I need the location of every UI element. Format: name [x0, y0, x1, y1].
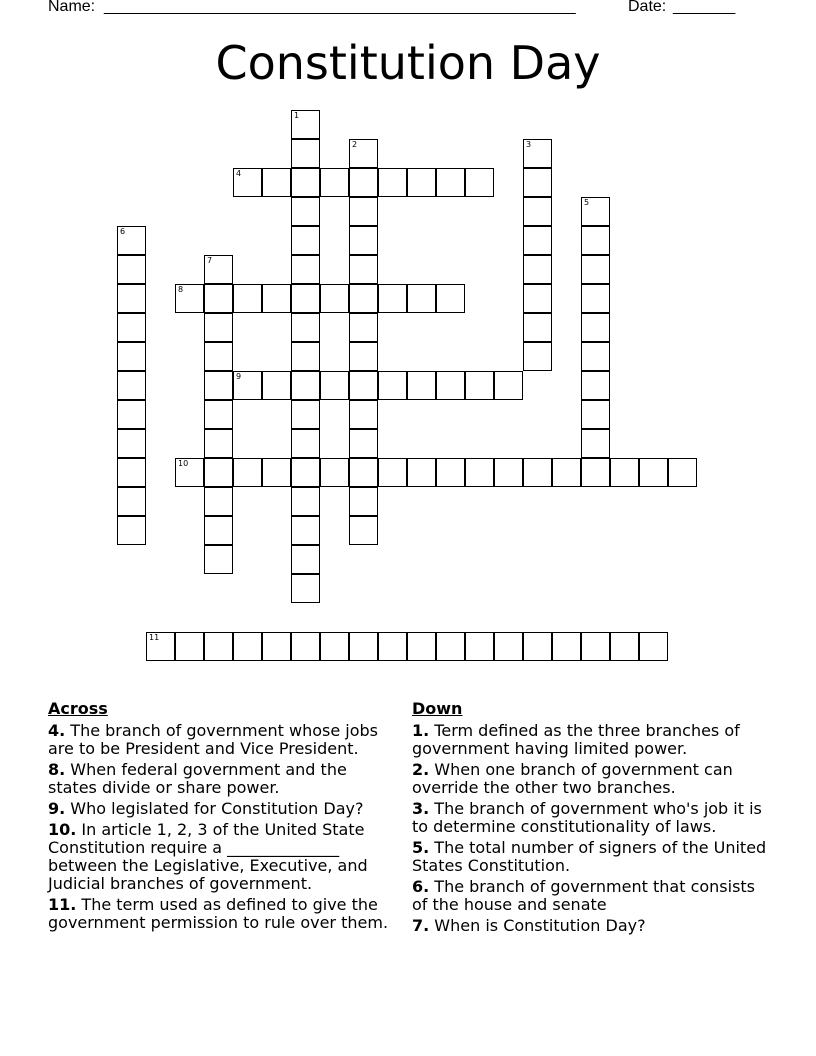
grid-cell[interactable] — [204, 371, 233, 400]
grid-cell[interactable] — [523, 284, 552, 313]
down-clue — [412, 722, 772, 758]
grid-cell[interactable] — [291, 371, 320, 400]
across-clue-list — [48, 722, 398, 932]
grid-cell[interactable] — [233, 168, 262, 197]
grid-cell[interactable] — [610, 458, 639, 487]
grid-cell[interactable] — [320, 458, 349, 487]
clue-text: Term defined as the three branches of government having limited power. — [412, 721, 740, 758]
grid-cell[interactable] — [117, 516, 146, 545]
grid-cell[interactable] — [117, 284, 146, 313]
grid-cell[interactable] — [175, 458, 204, 487]
grid-cell[interactable] — [610, 632, 639, 661]
grid-cell[interactable] — [291, 342, 320, 371]
grid-cell[interactable] — [204, 632, 233, 661]
grid-cell[interactable] — [378, 458, 407, 487]
down-clues — [412, 700, 772, 938]
grid-cell[interactable] — [552, 632, 581, 661]
grid-cell[interactable] — [523, 255, 552, 284]
grid-cell[interactable] — [436, 168, 465, 197]
grid-cell[interactable] — [407, 371, 436, 400]
down-clue — [412, 800, 772, 836]
grid-cell[interactable] — [291, 545, 320, 574]
down-clue — [412, 761, 772, 797]
grid-cell[interactable] — [349, 284, 378, 313]
clue-text: The branch of government whose jobs are to be President and Vice President. — [48, 721, 378, 758]
grid-cell[interactable] — [204, 255, 233, 284]
clue-number-label: 11. — [48, 895, 77, 914]
grid-cell[interactable] — [349, 458, 378, 487]
clue-text: Who legislated for Constitution Day? — [65, 799, 364, 818]
grid-cell[interactable] — [494, 371, 523, 400]
across-clue — [48, 722, 398, 758]
clue-number-label: 5. — [412, 838, 430, 857]
grid-cell[interactable] — [349, 226, 378, 255]
grid-cell[interactable] — [204, 458, 233, 487]
grid-cell[interactable] — [204, 342, 233, 371]
grid-cell[interactable] — [204, 516, 233, 545]
grid-cell[interactable] — [349, 313, 378, 342]
grid-cell[interactable] — [291, 458, 320, 487]
clue-number: 10 — [178, 459, 189, 468]
grid-cell[interactable] — [349, 197, 378, 226]
grid-cell[interactable] — [233, 632, 262, 661]
down-heading: Down — [412, 699, 463, 718]
clue-number: 4 — [236, 169, 242, 178]
grid-cell[interactable] — [581, 255, 610, 284]
clue-number-label: 1. — [412, 721, 430, 740]
grid-cell[interactable] — [407, 632, 436, 661]
clue-number: 9 — [236, 372, 242, 381]
grid-cell[interactable] — [581, 458, 610, 487]
grid-cell[interactable] — [407, 458, 436, 487]
clue-text: The branch of government who's job it is to determine constitutionality of laws. — [412, 799, 762, 836]
grid-cell[interactable] — [175, 632, 204, 661]
grid-cell[interactable] — [407, 168, 436, 197]
down-clue-list — [412, 722, 772, 935]
grid-cell[interactable] — [581, 226, 610, 255]
grid-cell[interactable] — [349, 255, 378, 284]
grid-cell[interactable] — [378, 168, 407, 197]
grid-cell[interactable] — [291, 255, 320, 284]
grid-cell[interactable] — [291, 226, 320, 255]
across-clue — [48, 821, 398, 893]
grid-cell[interactable] — [117, 429, 146, 458]
clue-number: 8 — [178, 285, 184, 294]
grid-cell[interactable] — [262, 632, 291, 661]
grid-cell[interactable] — [465, 168, 494, 197]
grid-cell[interactable] — [465, 458, 494, 487]
date-blank[interactable]: _______ — [673, 0, 736, 15]
grid-cell[interactable] — [291, 168, 320, 197]
grid-cell[interactable] — [378, 371, 407, 400]
grid-cell[interactable] — [204, 487, 233, 516]
grid-cell[interactable] — [581, 197, 610, 226]
name-blank[interactable]: _____________________________________________________ — [104, 0, 576, 15]
across-clue — [48, 761, 398, 797]
grid-cell[interactable] — [349, 516, 378, 545]
grid-cell[interactable] — [436, 458, 465, 487]
clue-text: When federal government and the states divide or share power. — [48, 760, 347, 797]
grid-cell[interactable] — [204, 284, 233, 313]
grid-cell[interactable] — [233, 458, 262, 487]
grid-cell[interactable] — [291, 313, 320, 342]
grid-cell[interactable] — [117, 342, 146, 371]
clue-number-label: 10. — [48, 820, 77, 839]
grid-cell[interactable] — [320, 632, 349, 661]
grid-cell[interactable] — [581, 371, 610, 400]
grid-cell[interactable] — [436, 284, 465, 313]
clue-number-label: 6. — [412, 877, 430, 896]
grid-cell[interactable] — [117, 255, 146, 284]
grid-cell[interactable] — [262, 458, 291, 487]
grid-cell[interactable] — [349, 139, 378, 168]
grid-cell[interactable] — [204, 313, 233, 342]
grid-cell[interactable] — [668, 458, 697, 487]
page-title: Constitution Day — [215, 36, 601, 90]
grid-cell[interactable] — [349, 371, 378, 400]
grid-cell[interactable] — [378, 284, 407, 313]
grid-cell[interactable] — [436, 371, 465, 400]
grid-cell[interactable] — [523, 168, 552, 197]
grid-cell[interactable] — [320, 371, 349, 400]
grid-cell[interactable] — [117, 458, 146, 487]
grid-cell[interactable] — [291, 400, 320, 429]
clue-number: 2 — [352, 140, 358, 149]
grid-cell[interactable] — [291, 429, 320, 458]
grid-cell[interactable] — [581, 313, 610, 342]
clue-number: 3 — [526, 140, 532, 149]
clue-number-label: 9. — [48, 799, 66, 818]
grid-cell[interactable] — [320, 284, 349, 313]
down-clue — [412, 839, 772, 875]
clue-number: 7 — [207, 256, 213, 265]
grid-cell[interactable] — [117, 487, 146, 516]
clue-text: The term used as defined to give the government permission to rule over them. — [48, 895, 389, 932]
grid-cell[interactable] — [523, 313, 552, 342]
grid-cell[interactable] — [407, 284, 436, 313]
grid-cell[interactable] — [639, 458, 668, 487]
grid-cell[interactable] — [581, 342, 610, 371]
across-clue — [48, 896, 398, 932]
clue-number-label: 4. — [48, 721, 66, 740]
grid-cell[interactable] — [436, 632, 465, 661]
grid-cell[interactable] — [117, 371, 146, 400]
grid-cell[interactable] — [523, 342, 552, 371]
clue-number: 6 — [120, 227, 126, 236]
clue-text: The branch of government that consists of the house and senate — [412, 877, 756, 914]
grid-cell[interactable] — [262, 284, 291, 313]
across-clue — [48, 800, 398, 818]
clue-number-label: 8. — [48, 760, 66, 779]
grid-cell[interactable] — [523, 632, 552, 661]
grid-cell[interactable] — [291, 139, 320, 168]
name-label: Name: — [48, 0, 96, 15]
grid-cell[interactable] — [349, 342, 378, 371]
grid-cell[interactable] — [175, 284, 204, 313]
clue-text: In article 1, 2, 3 of the United State Constitution require a ______________ between the Legislative, Executive, and Judicial branches of government. — [48, 820, 368, 893]
grid-cell[interactable] — [581, 429, 610, 458]
grid-cell[interactable] — [378, 632, 407, 661]
grid-cell[interactable] — [494, 458, 523, 487]
grid-cell[interactable] — [117, 313, 146, 342]
grid-cell[interactable] — [291, 110, 320, 139]
across-clues — [48, 700, 398, 935]
down-clue — [412, 917, 772, 935]
grid-cell[interactable] — [262, 371, 291, 400]
grid-cell[interactable] — [349, 429, 378, 458]
grid-cell[interactable] — [523, 226, 552, 255]
grid-cell[interactable] — [117, 400, 146, 429]
clue-text: The total number of signers of the United States Constitution. — [412, 838, 767, 875]
grid-cell[interactable] — [523, 197, 552, 226]
grid-cell[interactable] — [204, 429, 233, 458]
grid-cell[interactable] — [494, 632, 523, 661]
clue-text: When is Constitution Day? — [429, 916, 646, 935]
grid-cell[interactable] — [291, 197, 320, 226]
grid-cell[interactable] — [262, 168, 291, 197]
grid-cell[interactable] — [349, 632, 378, 661]
grid-cell[interactable] — [581, 284, 610, 313]
grid-cell[interactable] — [465, 632, 494, 661]
grid-cell[interactable] — [639, 632, 668, 661]
clue-number: 5 — [584, 198, 590, 207]
grid-cell[interactable] — [581, 632, 610, 661]
grid-cell[interactable] — [291, 574, 320, 603]
across-heading: Across — [48, 699, 108, 718]
grid-cell[interactable] — [291, 632, 320, 661]
grid-cell[interactable] — [204, 400, 233, 429]
clue-number-label: 7. — [412, 916, 430, 935]
clue-number-label: 3. — [412, 799, 430, 818]
grid-cell[interactable] — [146, 632, 175, 661]
clue-number: 11 — [149, 633, 160, 642]
grid-cell[interactable] — [349, 400, 378, 429]
grid-cell[interactable] — [523, 139, 552, 168]
grid-cell[interactable] — [117, 226, 146, 255]
grid-cell[interactable] — [291, 516, 320, 545]
grid-cell[interactable] — [465, 371, 494, 400]
date-label: Date: — [628, 0, 667, 15]
grid-cell[interactable] — [233, 371, 262, 400]
grid-cell[interactable] — [523, 458, 552, 487]
grid-cell[interactable] — [291, 284, 320, 313]
grid-cell[interactable] — [552, 458, 581, 487]
grid-cell[interactable] — [349, 487, 378, 516]
grid-cell[interactable] — [291, 487, 320, 516]
clue-number: 1 — [294, 111, 300, 120]
grid-cell[interactable] — [320, 168, 349, 197]
grid-cell[interactable] — [581, 400, 610, 429]
grid-cell[interactable] — [233, 284, 262, 313]
clue-text: When one branch of government can override the other two branches. — [412, 760, 733, 797]
clue-number-label: 2. — [412, 760, 430, 779]
grid-cell[interactable] — [349, 168, 378, 197]
down-clue — [412, 878, 772, 914]
grid-cell[interactable] — [204, 545, 233, 574]
